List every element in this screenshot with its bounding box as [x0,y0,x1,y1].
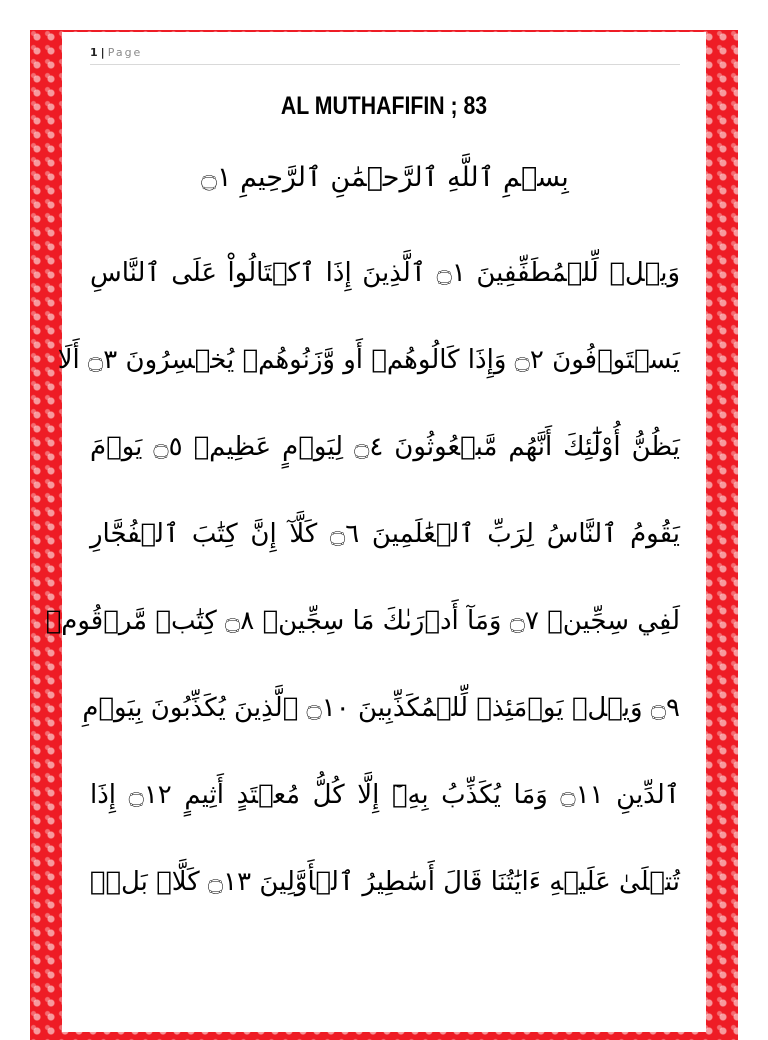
verse-line-1: وَيۡلٞ لِّلۡمُطَفِّفِينَ ۝١ ٱلَّذِينَ إِذَا ٱكۡتَالُواْ عَلَى ٱلنَّاسِ [90,258,681,288]
verse-line-3: يَظُنُّ أُوْلَٰٓئِكَ أَنَّهُم مَّبۡعُوثُونَ ۝٤ لِيَوۡمٍ عَظِيمٖ ۝٥ يَوۡمَ [90,432,680,462]
page-number: 1 [90,46,98,59]
verse-line-7: ٱلدِّينِ ۝١١ وَمَا يُكَذِّبُ بِهِۦٓ إِلَّا كُلُّ مُعۡتَدٍ أَثِيمٍ ۝١٢ إِذَا [90,780,680,810]
verse-line-8: تُتۡلَىٰ عَلَيۡهِ ءَايَٰتُنَا قَالَ أَسَٰطِيرُ ٱلۡأَوَّلِينَ ۝١٣ كَلَّاۖ بَلۡۜ [89,867,680,897]
verse-line-5: لَفِي سِجِّينٖ ۝٧ وَمَآ أَدۡرَىٰكَ مَا سِجِّينٞ ۝٨ كِتَٰبٞ مَّرۡقُومٞ [45,606,680,636]
basmala: بِسۡمِ ٱللَّهِ ٱلرَّحۡمَٰنِ ٱلرَّحِيمِ ۝١ [201,162,569,193]
header-separator: | [100,46,105,59]
page-header [90,46,680,65]
verse-line-2: يَسۡتَوۡفُونَ ۝٢ وَإِذَا كَالُوهُمۡ أَو وَّزَنُوهُمۡ يُخۡسِرُونَ ۝٣ أَلَا [57,345,680,375]
page-label: Page [107,46,143,59]
verse-line-4: يَقُومُ ٱلنَّاسُ لِرَبِّ ٱلۡعَٰلَمِينَ ۝٦ كَلَّآ إِنَّ كِتَٰبَ ٱلۡفُجَّارِ [90,519,680,549]
surah-title: AL MUTHAFIFIN ; 83 [280,92,488,120]
verse-line-6: ۝٩ وَيۡلٞ يَوۡمَئِذٖ لِّلۡمُكَذِّبِينَ ۝١٠ ٱلَّذِينَ يُكَذِّبُونَ بِيَوۡمِ [82,693,680,723]
